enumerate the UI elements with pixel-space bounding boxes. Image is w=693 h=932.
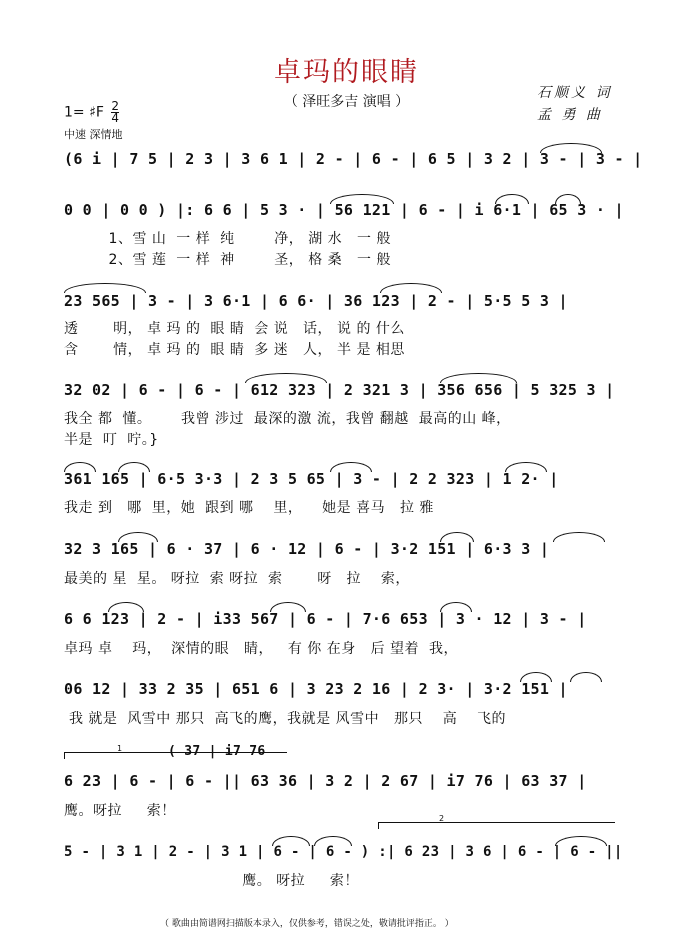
slur — [440, 532, 474, 542]
lyric-row-8: 我 就是 风雪中 那只 高飞的鹰，我就是 风雪中 那只 高 飞的 — [64, 711, 507, 727]
score-row-7: 6 6 123 | 2 - | i33 567 | 6 - | 7·6 653 | 3 · 12 | 3 - | — [64, 610, 587, 628]
slur — [272, 836, 310, 846]
lyric-row-9: 鹰。呀拉 索！ — [64, 803, 176, 819]
slur — [330, 462, 372, 472]
lyric-row-3-verse-2: 含 情， 卓 玛 的 眼 睛 多 迷 人， 半 是 相思 — [64, 342, 405, 358]
song-title: 卓玛的眼睛 — [274, 57, 419, 88]
lyric-row-3-verse-1: 透 明， 卓 玛 的 眼 睛 会 说 话， 说 的 什么 — [64, 321, 405, 337]
time-bottom: 4 — [111, 111, 120, 125]
slur — [64, 283, 146, 293]
volta-1-notes: ( 37 | i7 76 — [168, 744, 266, 759]
score-row-5: 361 165 | 6·5 3·3 | 2 3 5 65 | 3 - | 2 2 323 | 1 2· | — [64, 470, 559, 488]
lyric-row-7: 卓玛 卓 玛， 深情的眼 睛， 有 你 在身 后 望着 我， — [64, 641, 458, 657]
slur — [555, 194, 581, 204]
slur — [440, 602, 472, 612]
lyric-row-4-verse-1: 我全 都 懂。 我曾 涉过 最深的激 流，我曾 翻越 最高的山 峰， — [64, 411, 511, 427]
slur — [540, 143, 602, 153]
lyricist-credit: 石顺义 词 — [537, 85, 613, 101]
score-row-9: 6 23 | 6 - | 6 - || 63 36 | 3 2 | 2 67 | i7 76 | 63 37 | — [64, 772, 587, 790]
score-row-4: 32 02 | 6 - | 6 - | 612 323 | 2 321 3 | 356 656 | 5 325 3 | — [64, 381, 615, 399]
slur — [505, 462, 547, 472]
time-signature — [111, 101, 119, 124]
score-row-3: 23 565 | 3 - | 3 6·1 | 6 6· | 36 123 | 2 - | 5·5 5 3 | — [64, 292, 568, 310]
slur — [330, 194, 394, 204]
slur — [64, 462, 96, 472]
score-row-6: 32 3 165 | 6 · 37 | 6 · 12 | 6 - | 3·2 151 | 6·3 3 | — [64, 540, 550, 558]
slur — [108, 602, 144, 612]
lyric-row-4-verse-2: 半是 叮 咛。} — [64, 432, 159, 448]
slur — [380, 283, 442, 293]
slur — [314, 836, 352, 846]
volta-bracket-2 — [378, 814, 615, 829]
slur — [520, 672, 552, 682]
performer-credit: （ 泽旺多吉 演唱 ） — [283, 94, 410, 110]
volta-2-label: 2 — [439, 814, 445, 823]
slur — [270, 602, 306, 612]
slur — [555, 836, 607, 846]
slur — [440, 373, 517, 383]
lyric-row-10: 鹰。 呀拉 索！ — [64, 873, 359, 889]
lyric-row-2-verse-1: 1、雪 山 一 样 纯 净， 湖 水 一 般 — [64, 231, 391, 247]
lyric-row-5: 我走 到 哪 里，她 跟到 哪 里， 她是 喜马 拉 雅 — [64, 500, 434, 516]
slur — [570, 672, 602, 682]
footnote: （ 歌曲由简谱网扫描版本录入，仅供参考，错误之处，敬请批评指正。 ） — [160, 919, 454, 929]
slur — [553, 532, 605, 542]
score-row-8: 06 12 | 33 2 35 | 651 6 | 3 23 2 16 | 2 3· | 3·2 151 | — [64, 680, 568, 698]
slur — [118, 462, 150, 472]
tempo-marking: 中速 深情地 — [64, 128, 123, 141]
time-top: 2 — [111, 99, 120, 113]
slur — [495, 194, 529, 204]
key-label: 1= ♯F — [64, 104, 104, 121]
lyric-row-6: 最美的 星 星。 呀拉 索 呀拉 索 呀 拉 索， — [64, 571, 410, 587]
slur — [245, 373, 327, 383]
score-row-2: 0 0 | 0 0 ) |: 6 6 | 5 3 · | 56 121 | 6 - | i 6·1 | 65 3 · | — [64, 201, 624, 219]
key-signature — [64, 101, 119, 124]
score-row-1: (6 i | 7 5 | 2 3 | 3 6 1 | 2 - | 6 - | 6 5 | 3 2 | 3 - | 3 - | — [64, 150, 643, 168]
composer-credit: 孟 勇 曲 — [537, 107, 603, 123]
lyric-row-2-verse-2: 2、雪 莲 一 样 神 圣， 格 桑 一 般 — [64, 252, 391, 268]
slur — [118, 532, 158, 542]
score-row-10: 5 - | 3 1 | 2 - | 3 1 | 6 - | 6 - ) :| 6 23 | 3 6 | 6 - | 6 - || — [64, 844, 623, 860]
volta-1-label: 1 — [117, 744, 123, 753]
